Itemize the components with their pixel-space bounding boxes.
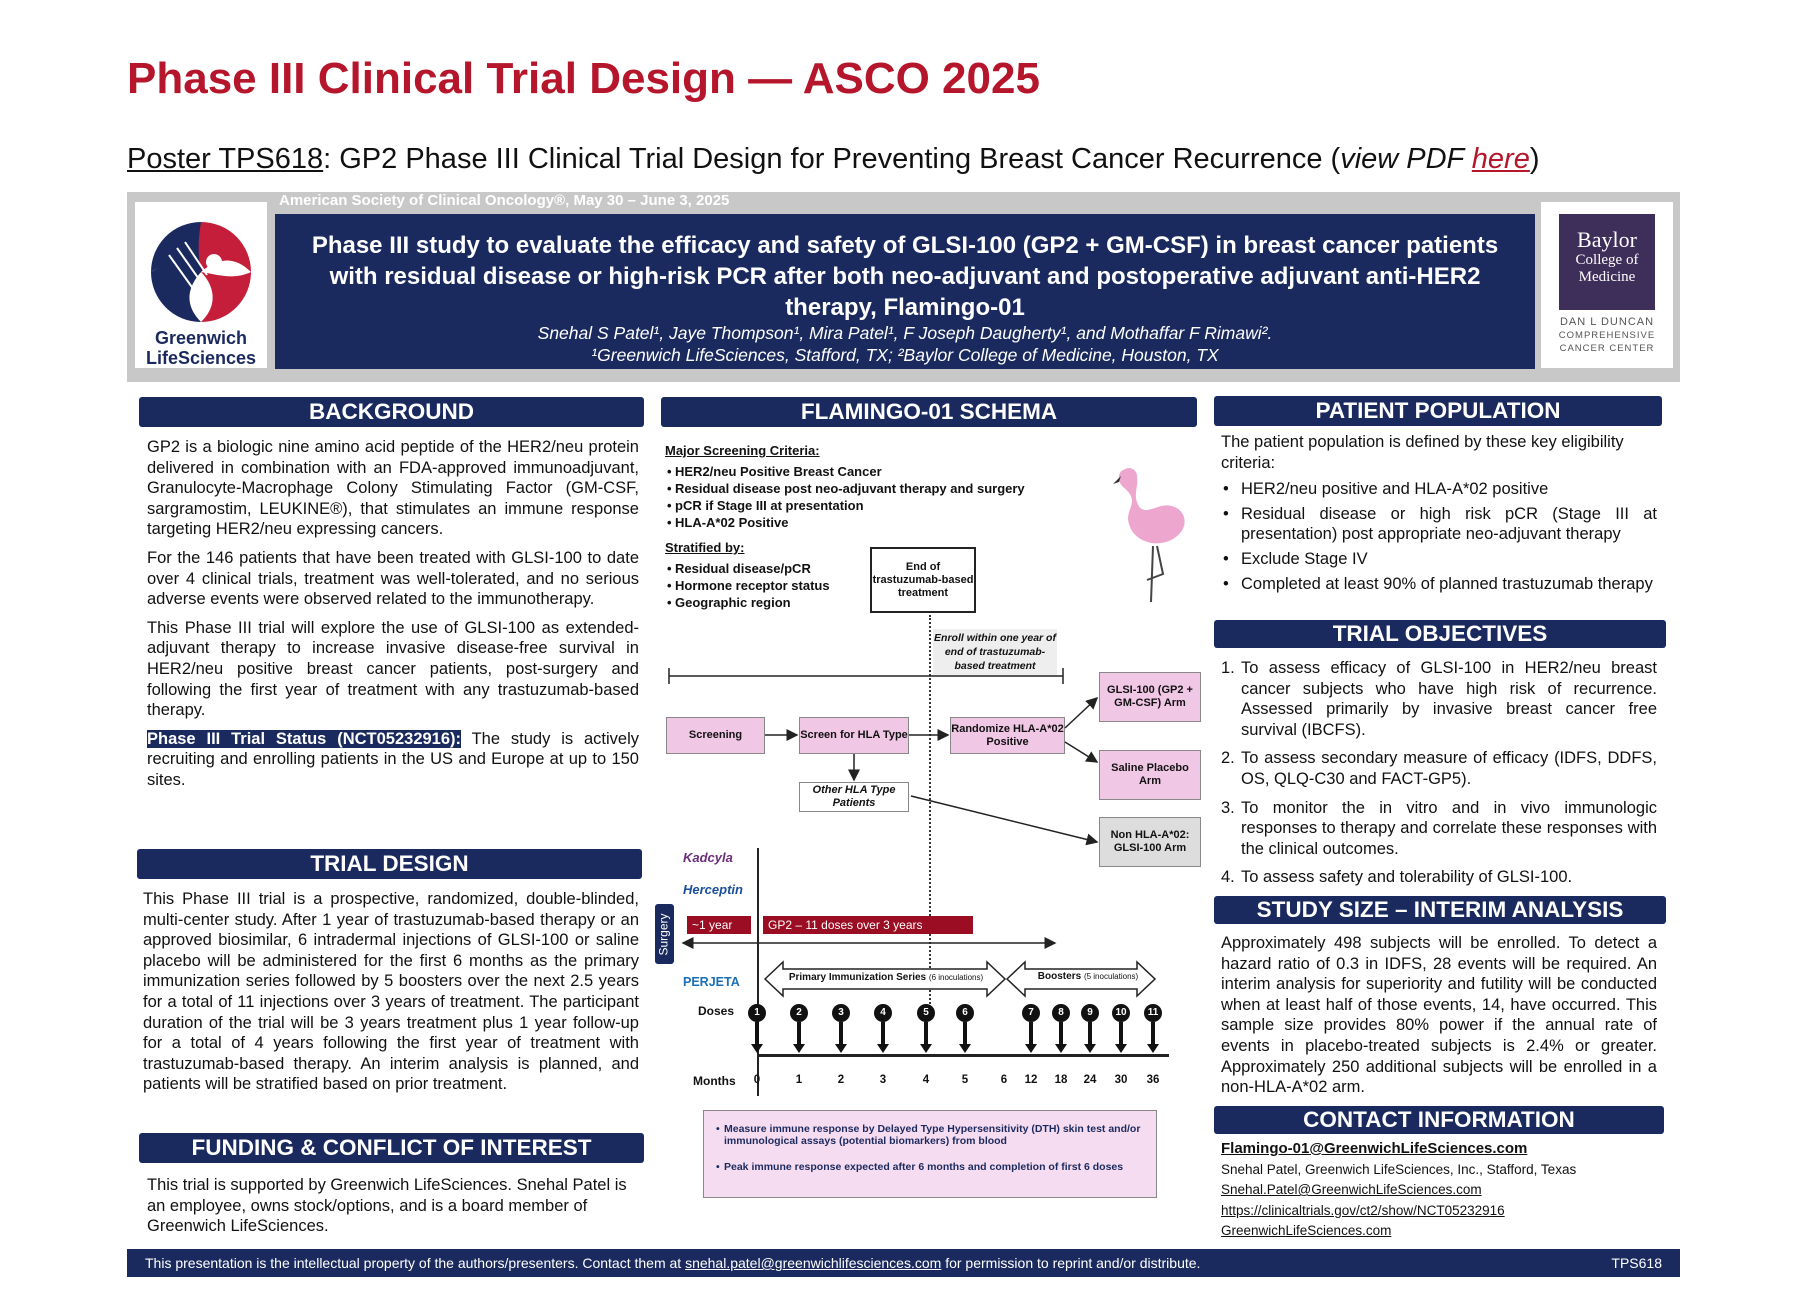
funding-text: This trial is supported by Greenwich LifeSciences. Snehal Patel is an employee, owns stock/options, and is a board member of Greenwich LifeSciences. — [147, 1176, 627, 1236]
objective-item — [1221, 867, 1657, 888]
immune-notes-box — [703, 1110, 1157, 1198]
trial-status — [147, 729, 639, 791]
boosters-text: Boosters — [1037, 971, 1082, 982]
objective-text: To assess efficacy of GLSI-100 in HER2/neu breast cancer subjects who have high risk of recurrence. Assessed primarily by invasive breast cancer free survival (IBCFS). — [1241, 659, 1657, 739]
objective-item — [1221, 658, 1657, 740]
objective-number: 2. — [1221, 749, 1235, 768]
screening-box: Screening — [666, 717, 765, 754]
view-pdf-text: view PDF — [1340, 143, 1472, 175]
footer-pre: This presentation is the intellectual property of the authors/presenters. Contact them at — [145, 1255, 686, 1271]
strat-item: • Geographic region — [665, 594, 1105, 611]
dose-marker: 9 — [1081, 1004, 1099, 1022]
doses-label: Doses — [698, 1004, 735, 1018]
poster-header — [127, 192, 1680, 382]
dose-arrowhead — [1025, 1044, 1037, 1053]
objective-text: To monitor the in vitro and in vivo immunologic responses to therapy and correlate these responses with the clinical outcomes. — [1241, 798, 1657, 858]
perjeta-logo: PERJETA — [683, 975, 740, 989]
enroll-note: Enroll within one year of end of trastuzumab-based treatment — [933, 629, 1057, 675]
objectives-heading: TRIAL OBJECTIVES — [1214, 620, 1666, 648]
dose-marker: 4 — [874, 1004, 892, 1022]
month-tick: 1 — [795, 1074, 803, 1086]
month-tick: 6 — [1000, 1074, 1008, 1086]
dose-marker: 2 — [790, 1004, 808, 1022]
study-size-text: Approximately 498 subjects will be enrolled. To detect a hazard ratio of 0.3 in IDFS, 28 events will be required. An interim analysis for superiority and futility will be conducted when at least half of those events, 14, have occurred. This sample size provides 80% power if the annual rate of events in placebo-treated subjects is 2.4% or greater. Approximately 250 additional subjects will be enrolled in a non-HLA-A*02 arm. — [1221, 934, 1657, 1097]
baylor-sub1: DAN L DUNCAN — [1559, 316, 1655, 328]
boosters-note: (5 inoculations) — [1083, 972, 1139, 981]
footer-code: TPS618 — [1611, 1255, 1662, 1271]
dose-marker: 7 — [1022, 1004, 1040, 1022]
screen-hla-box: Screen for HLA Type — [799, 717, 909, 754]
strat-item: • Hormone receptor status — [665, 577, 1105, 594]
objective-item — [1221, 748, 1657, 789]
poster-footer — [127, 1249, 1680, 1277]
dose-arrowhead — [793, 1044, 805, 1053]
dose-arrowhead — [1084, 1044, 1096, 1053]
baylor-line2: College of — [1575, 252, 1639, 268]
dose-arrowhead — [1147, 1044, 1159, 1053]
major-title: Major Screening Criteria: — [665, 443, 820, 458]
objective-text: To assess safety and tolerability of GLSI-100. — [1241, 868, 1573, 887]
poster — [127, 192, 1680, 1282]
schema-heading: FLAMINGO-01 SCHEMA — [661, 397, 1197, 427]
population-item: • HER2/neu positive and HLA-A*02 positive — [1221, 479, 1657, 500]
logo-left-line1: Greenwich — [154, 328, 248, 348]
immune-note: • Measure immune response by Delayed Type Hypersensitivity (DTH) skin test and/or immunological assays (potential biomarkers) from blood — [714, 1123, 1146, 1147]
month-tick: 24 — [1083, 1074, 1097, 1086]
background-heading: BACKGROUND — [139, 397, 644, 427]
month-tick: 2 — [837, 1074, 845, 1086]
logo-left-line2: LifeSciences — [145, 348, 257, 368]
kadcyla-logo: Kadcyla — [683, 850, 733, 865]
surgery-bar — [655, 904, 674, 964]
contact-email-main[interactable]: Flamingo-01@GreenwichLifeSciences.com — [1221, 1140, 1528, 1157]
arm-non-hla-box: Non HLA-A*02: GLSI-100 Arm — [1099, 817, 1201, 867]
treatment-start-line — [757, 848, 759, 1096]
clinicaltrials-link[interactable]: https://clinicaltrials.gov/ct2/show/NCT05232916 — [1221, 1202, 1505, 1218]
dose-arrowhead — [1115, 1044, 1127, 1053]
primary-series-label — [781, 972, 991, 983]
pdf-link[interactable]: here — [1471, 143, 1530, 175]
population-item: • Exclude Stage IV — [1221, 549, 1657, 570]
primary-series-note: (6 inoculations) — [928, 973, 984, 982]
dose-marker: 5 — [917, 1004, 935, 1022]
strat-item: • Residual disease/pCR — [665, 560, 1105, 577]
primary-series-text: Primary Immunization Series — [788, 972, 927, 983]
status-text: The study is actively recruiting and enrolling patients in the US and Europe at up to 150 sites. — [147, 729, 639, 789]
flow-arrows — [657, 662, 1217, 882]
population-item: • Residual disease or high risk pCR (Stage III at presentation) post appropriate neo-adjuvant therapy — [1221, 504, 1657, 545]
month-tick: 36 — [1146, 1074, 1160, 1086]
dose-marker: 8 — [1052, 1004, 1070, 1022]
funding-heading: FUNDING & CONFLICT OF INTEREST — [139, 1133, 644, 1163]
baylor-sub3: CANCER CENTER — [1559, 343, 1655, 354]
immune-note: • Peak immune response expected after 6 months and completion of first 6 doses — [714, 1161, 1146, 1173]
month-tick: 3 — [879, 1074, 887, 1086]
months-label: Months — [693, 1074, 736, 1088]
randomize-box: Randomize HLA-A*02 Positive — [950, 717, 1065, 754]
greenwich-logo — [135, 202, 267, 368]
meeting-text: American Society of Clinical Oncology®, May 30 – June 3, 2025 — [279, 192, 730, 209]
flamingo-icon — [1105, 462, 1195, 612]
authors: Snehal S Patel¹, Jaye Thompson¹, Mira Patel¹, F Joseph Daugherty¹, and Mothaffar F Rimawi². — [537, 323, 1273, 343]
subtitle-close: ) — [1529, 143, 1540, 175]
footer-email-link[interactable]: snehal.patel@greenwichlifesciences.com — [685, 1255, 942, 1271]
poster-id: Poster TPS618 — [127, 143, 324, 175]
arm-placebo-box: Saline Placebo Arm — [1099, 750, 1201, 800]
criteria-item: • HLA-A*02 Positive — [665, 514, 1105, 531]
dose-arrowhead — [959, 1044, 971, 1053]
criteria-item: • pCR if Stage III at presentation — [665, 497, 1105, 514]
criteria-item: • HER2/neu Positive Breast Cancer — [665, 463, 1105, 480]
title-banner — [275, 214, 1535, 369]
objective-number: 4. — [1221, 868, 1235, 887]
status-badge: Phase III Trial Status (NCT05232916): — [147, 729, 462, 748]
dose-marker: 1 — [748, 1004, 766, 1022]
population-item: • Completed at least 90% of planned trastuzumab therapy — [1221, 574, 1657, 595]
dose-arrowhead — [877, 1044, 889, 1053]
objectives-section — [1221, 658, 1657, 896]
baylor-line3: Medicine — [1578, 269, 1636, 285]
contact-email-link[interactable]: Snehal.Patel@GreenwichLifeSciences.com — [1221, 1182, 1482, 1197]
dose-marker: 6 — [956, 1004, 974, 1022]
objective-number: 3. — [1221, 798, 1235, 817]
trial-design-heading: TRIAL DESIGN — [137, 849, 642, 879]
objective-item — [1221, 798, 1657, 860]
dose-marker: 3 — [832, 1004, 850, 1022]
population-intro: The patient population is defined by these key eligibility criteria: — [1221, 433, 1624, 472]
month-tick: 4 — [922, 1074, 930, 1086]
dose-arrowhead — [835, 1044, 847, 1053]
surgery-label: Surgery — [656, 913, 671, 956]
dna-logo-icon — [149, 220, 253, 324]
website-link[interactable]: GreenwichLifeSciences.com — [1221, 1223, 1392, 1238]
arm-glsi-box: GLSI-100 (GP2 + GM-CSF) Arm — [1099, 672, 1201, 722]
dose-arrowhead — [751, 1044, 763, 1053]
end-trastuzumab-box: End of trastuzumab-based treatment — [870, 547, 976, 613]
study-size-heading: STUDY SIZE – INTERIM ANALYSIS — [1214, 896, 1666, 924]
contact-heading: CONTACT INFORMATION — [1214, 1106, 1664, 1134]
objective-text: To assess secondary measure of efficacy (IDFS, DDFS, OS, QLQ-C30 and FACT-GP5). — [1241, 749, 1657, 788]
author-block — [275, 322, 1535, 366]
baylor-sub2: COMPREHENSIVE — [1558, 330, 1656, 341]
month-tick: 30 — [1114, 1074, 1128, 1086]
background-p1: GP2 is a biologic nine amino acid peptide of the HER2/neu protein delivered in combination with an FDA-approved immunoadjuvant, Granulocyte-Macrophage Colony Stimulating Factor (GM-CSF, sargramostim, LEUKINE®), that stimulates an immune response targeting HER2/neu expressing cancers. — [147, 438, 639, 539]
baylor-line1: Baylor — [1577, 227, 1637, 252]
dose-marker: 11 — [1144, 1004, 1162, 1022]
footer-post: for permission to reprint and/or distribute. — [941, 1255, 1201, 1271]
trial-design-text: This Phase III trial is a prospective, randomized, double-blinded, multi-center study. After 1 year of trastuzumab-based therapy or an approved biosimilar, 6 intradermal injections of GLSI-100 or saline placebo will be administered for the first 6 months as the primary immunization series followed by 5 boosters over the next 2.5 years for a total of 11 injections over 3 years of treatment. The participant duration of the trial will be 3 years treatment plus 1 year follow-up for a total of 4 years following the first year of treatment with trastuzumab-based therapy. An interim analysis is planned, and patients will be stratified based on prior treatment. — [143, 890, 639, 1094]
contact-section — [1221, 1139, 1657, 1242]
one-year-bar: ~1 year — [687, 916, 751, 934]
background-p2: For the 146 patients that have been treated with GLSI-100 to date over 4 clinical trials, treatment was well-tolerated, and no serious adverse events were observed related to the immunotherapy. — [147, 548, 639, 609]
treatment-span-arrow — [679, 936, 1059, 950]
subtitle-text: : GP2 Phase III Clinical Trial Design for Preventing Breast Cancer Recurrence ( — [323, 143, 1341, 175]
contact-line: Snehal Patel, Greenwich LifeSciences, Inc., Stafford, Texas — [1221, 1161, 1577, 1177]
baylor-logo — [1541, 202, 1673, 368]
poster-subtitle — [127, 143, 1540, 176]
herceptin-logo: Herceptin — [683, 882, 743, 897]
month-tick: 5 — [961, 1074, 969, 1086]
boosters-label — [1023, 971, 1153, 982]
objective-number: 1. — [1221, 659, 1235, 677]
criteria-item: • Residual disease post neo-adjuvant therapy and surgery — [665, 480, 1105, 497]
dose-marker: 10 — [1112, 1004, 1130, 1022]
dose-arrowhead — [1055, 1044, 1067, 1053]
strat-title: Stratified by: — [665, 540, 745, 555]
gp2-bar: GP2 – 11 doses over 3 years — [763, 916, 973, 934]
background-p3: This Phase III trial will explore the use of GLSI-100 as extended-adjuvant therapy to increase invasive disease-free survival in HER2/neu positive breast cancer patients, post-surgery and following the first year of treatment with any trastuzumab-based therapy. — [147, 618, 639, 720]
page-title: Phase III Clinical Trial Design — ASCO 2025 — [127, 54, 1040, 103]
study-title: Phase III study to evaluate the efficacy and safety of GLSI-100 (GP2 + GM-CSF) in breast cancer patients with residual disease or high-risk PCR after both neo-adjuvant and postoperative adjuvant anti-HER2 therapy, Flamingo-01 — [311, 232, 1499, 321]
background-section — [147, 437, 639, 799]
affiliations: ¹Greenwich LifeSciences, Stafford, TX; ²Baylor College of Medicine, Houston, TX — [591, 345, 1219, 365]
population-section — [1221, 432, 1657, 598]
population-heading: PATIENT POPULATION — [1214, 396, 1662, 426]
dose-arrowhead — [920, 1044, 932, 1053]
month-tick: 18 — [1054, 1074, 1068, 1086]
month-tick: 0 — [753, 1074, 761, 1086]
dose-timeline — [757, 1054, 1169, 1057]
other-hla-box: Other HLA Type Patients — [799, 782, 909, 812]
month-tick: 12 — [1024, 1074, 1038, 1086]
